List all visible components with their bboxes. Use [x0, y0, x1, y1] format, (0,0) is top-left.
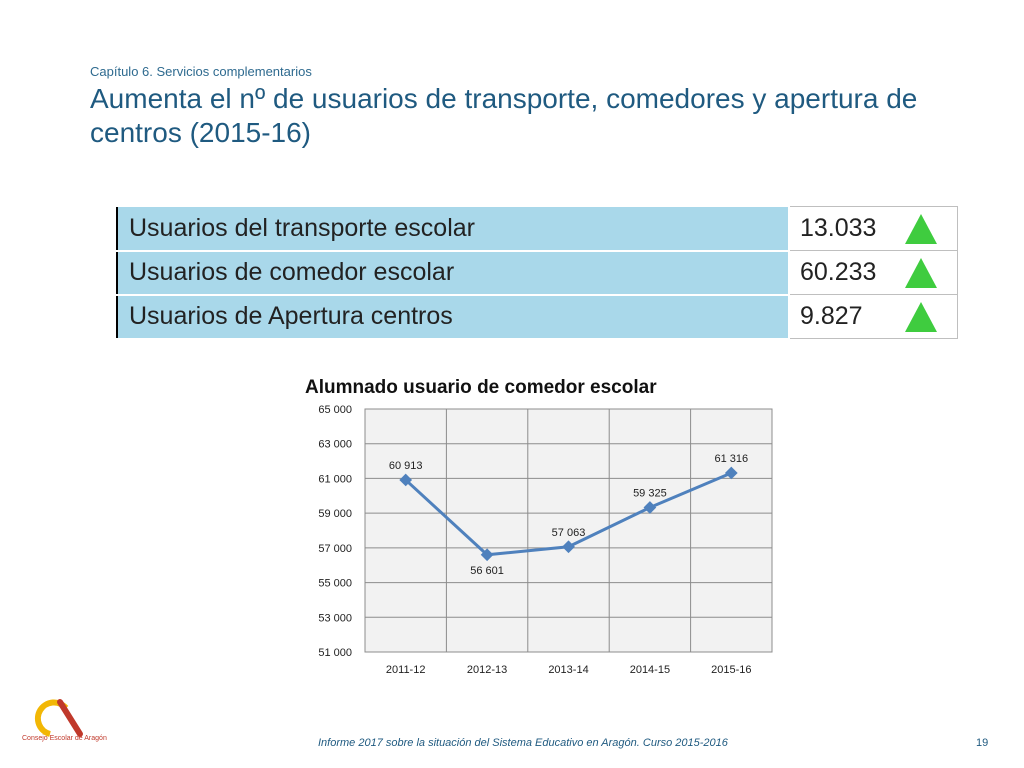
stat-value: 60.233	[800, 258, 877, 286]
stats-table	[116, 206, 958, 340]
y-tick-label: 53 000	[318, 612, 352, 625]
x-tick-label: 2015-16	[711, 664, 752, 676]
stat-label: Usuarios del transporte escolar	[117, 207, 789, 251]
stats-row	[117, 295, 958, 339]
up-triangle-icon	[905, 258, 937, 288]
stat-label: Usuarios de Apertura centros	[117, 295, 789, 339]
y-tick-label: 55 000	[318, 577, 352, 590]
chart-title: Alumnado usuario de comedor escolar	[305, 377, 657, 398]
stat-value: 13.033	[800, 214, 877, 242]
y-tick-label: 57 000	[318, 542, 352, 555]
page-title: Aumenta el nº de usuarios de transporte, comedores y apertura de centros (2015-16)	[90, 83, 918, 148]
stat-value-cell	[789, 251, 958, 295]
y-tick-label: 61 000	[318, 473, 352, 486]
y-tick-label: 51 000	[318, 647, 352, 659]
stats-row	[117, 251, 958, 295]
chapter-label: Capítulo 6. Servicios complementarios	[90, 64, 312, 79]
x-tick-label: 2013-14	[548, 664, 589, 676]
y-tick-label: 59 000	[318, 508, 352, 521]
stat-value-cell	[789, 207, 958, 251]
x-tick-label: 2011-12	[385, 664, 426, 676]
stat-value-cell	[789, 295, 958, 339]
data-label: 61 316	[714, 452, 749, 465]
data-label: 56 601	[470, 564, 504, 577]
up-triangle-icon	[905, 214, 937, 244]
logo-text: Consejo Escolar de Aragón	[22, 735, 107, 742]
stat-label: Usuarios de comedor escolar	[117, 251, 789, 295]
data-label: 60 913	[388, 459, 423, 472]
page-number: 19	[976, 737, 989, 749]
data-label: 59 325	[633, 487, 667, 500]
stat-value: 9.827	[800, 302, 863, 330]
y-tick-label: 63 000	[318, 438, 352, 451]
x-tick-label: 2012-13	[466, 664, 508, 676]
x-tick-label: 2014-15	[629, 664, 671, 676]
footer-report: Informe 2017 sobre la situación del Sistema Educativo en Aragón. Curso 2015-2016	[318, 737, 728, 749]
up-triangle-icon	[905, 302, 937, 332]
line-chart	[300, 400, 780, 690]
stats-row	[117, 207, 958, 251]
y-tick-label: 65 000	[318, 404, 352, 416]
data-label: 57 063	[551, 526, 586, 539]
